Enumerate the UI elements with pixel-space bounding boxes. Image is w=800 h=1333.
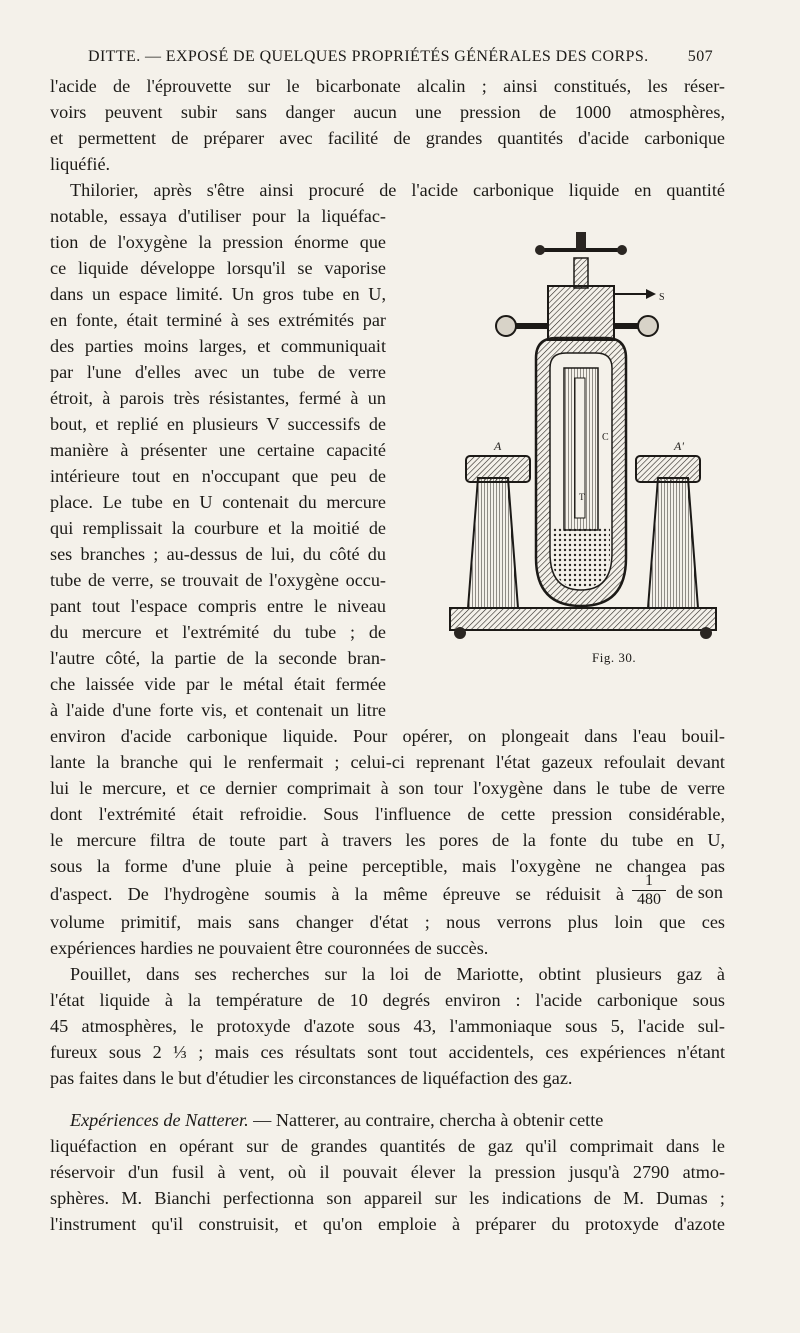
text-line: et permettent de préparer avec facilité de grandes quantités d'acide carbonique bbox=[50, 128, 725, 148]
text-line: l'instrument qu'il construisit, et qu'on emploie à préparer du protoxyde d'azote bbox=[50, 1214, 725, 1234]
text-line: Pouillet, dans ses recherches sur la loi de Mariotte, obtint plusieurs gaz à bbox=[70, 964, 725, 984]
text-line: ses branches ; au-dessus de lui, du côté du bbox=[50, 544, 386, 564]
foot-right bbox=[700, 627, 712, 639]
text-line: à l'aide d'une forte vis, et contenait un litre bbox=[50, 700, 386, 720]
text-line: qui remplissait la courbure et la moitié de bbox=[50, 518, 386, 538]
text-line: intérieure tout en n'occupant que peu de bbox=[50, 466, 386, 486]
label-s: S bbox=[659, 292, 665, 303]
text-line: pant tout l'espace compris entre le niveau bbox=[50, 596, 386, 616]
bearing-right bbox=[636, 456, 700, 482]
section-line bbox=[70, 1108, 725, 1132]
text-line: en fonte, était terminé à ses extrémités par bbox=[50, 310, 386, 330]
text-line: tion de l'oxygène la pression énorme que bbox=[50, 232, 386, 252]
figure-30-illustration bbox=[448, 228, 718, 648]
fraction-denominator: 480 bbox=[637, 891, 661, 908]
label-c: C bbox=[602, 432, 609, 443]
section-heading-continuation: — Natterer, au contraire, chercha à obtenir cette bbox=[248, 1110, 604, 1130]
text-line: expériences hardies ne pouvaient être couronnées de succès. bbox=[50, 938, 489, 958]
text-line: dont l'extrémité était refroidie. Sous l'influence de cette pression considérable, bbox=[50, 804, 725, 824]
fraction-tail-text: de son bbox=[676, 882, 723, 902]
text-line: Thilorier, après s'être ainsi procuré de l'acide carbonique liquide en quantité bbox=[70, 180, 725, 200]
text-line: liquéfié. bbox=[50, 154, 111, 174]
text-line: voirs peuvent subir sans danger aucun une pression de 1000 atmosphères, bbox=[50, 102, 725, 122]
header-title: DITTE. — EXPOSÉ DE QUELQUES PROPRIÉTÉS GÉNÉRALES DES CORPS. bbox=[88, 48, 649, 65]
text-line: le mercure filtra de toute part à travers les pores de la fonte du tube en U, bbox=[50, 830, 725, 850]
text-line: réservoir d'un fusil à vent, où il pouvait élever la pression jusqu'à 2790 atmo- bbox=[50, 1162, 725, 1182]
text-line: pas faites dans le but d'étudier les circonstances de liquéfaction des gaz. bbox=[50, 1068, 573, 1088]
text-line: fureux sous 2 ⅓ ; mais ces résultats sont tout accidentels, ces expériences n'étant bbox=[50, 1042, 725, 1062]
text-line: liquéfaction en opérant sur de grandes quantités de gaz qu'il comprimait dans le bbox=[50, 1136, 725, 1156]
text-line: sphères. M. Bianchi perfectionna son appareil sur les indications de M. Dumas ; bbox=[50, 1188, 725, 1208]
text-line: des parties moins larges, et communiquait bbox=[50, 336, 386, 356]
text-line: l'acide de l'éprouvette sur le bicarbonate alcalin ; ainsi constitués, les réser- bbox=[50, 76, 725, 96]
head-block bbox=[548, 286, 614, 340]
support-right bbox=[648, 478, 698, 608]
valve-top bbox=[576, 232, 586, 250]
label-t: T bbox=[579, 492, 585, 502]
thilorier-apparatus-drawing bbox=[448, 228, 718, 648]
text-line: manière à présenter une certaine capacité bbox=[50, 440, 386, 460]
fraction bbox=[632, 872, 666, 909]
text-line: volume primitif, mais sans changer d'état ; nous verrons plus loin que ces bbox=[50, 912, 725, 932]
text-line: dans un espace limité. Un gros tube en U, bbox=[50, 284, 386, 304]
text-line: ce liquide développe lorsqu'il se vaporise bbox=[50, 258, 386, 278]
label-a: A bbox=[494, 439, 502, 453]
text-line: d'aspect. De l'hydrogène soumis à la même épreuve se réduisit à bbox=[50, 884, 624, 904]
page-number: 507 bbox=[687, 48, 713, 65]
text-line: notable, essaya d'utiliser pour la liquéfac- bbox=[50, 206, 386, 226]
text-line: bout, et replié en plusieurs V successifs de bbox=[50, 414, 386, 434]
fraction-numerator: 1 bbox=[632, 872, 666, 891]
text-line: du mercure et l'extrémité du tube ; de bbox=[50, 622, 386, 642]
text-line: lui le mercure, et ce dernier comprimait à son tour l'oxygène dans le tube de verre bbox=[50, 778, 725, 798]
support-left bbox=[468, 478, 518, 608]
label-a-prime: A' bbox=[674, 439, 684, 453]
text-line: l'autre côté, la partie de la seconde bran- bbox=[50, 648, 386, 668]
text-line: 45 atmosphères, le protoxyde d'azote sous 43, l'ammoniaque sous 5, l'acide sul- bbox=[50, 1016, 725, 1036]
text-line: environ d'acide carbonique liquide. Pour opérer, on plongeait dans l'eau bouil- bbox=[50, 726, 725, 746]
text-line: étroit, à parois très résistantes, fermé à un bbox=[50, 388, 386, 408]
valve-stem bbox=[574, 258, 588, 288]
text-line: l'état liquide à la température de 10 degrés environ : l'acide carbonique sous bbox=[50, 990, 725, 1010]
foot-left bbox=[454, 627, 466, 639]
figure-caption: Fig. 30. bbox=[592, 650, 637, 665]
text-line: tube de verre, se trouvait de l'oxygène occu- bbox=[50, 570, 386, 590]
mercury bbox=[552, 528, 610, 588]
base-board bbox=[450, 608, 716, 630]
section-heading: Expériences de Natterer. bbox=[70, 1110, 249, 1130]
text-line: sous la forme d'une pluie à peine perceptible, mais l'oxygène ne changea pas bbox=[50, 856, 725, 876]
text-line: par l'une d'elles avec un tube de verre bbox=[50, 362, 386, 382]
text-line: che laissée vide par le métal était fermée bbox=[50, 674, 386, 694]
text-line: place. Le tube en U contenait du mercure bbox=[50, 492, 386, 512]
bearing-left bbox=[466, 456, 530, 482]
text-line: lante la branche qui le renfermait ; celui-ci reprenant l'état gazeux refoulait devant bbox=[50, 752, 725, 772]
